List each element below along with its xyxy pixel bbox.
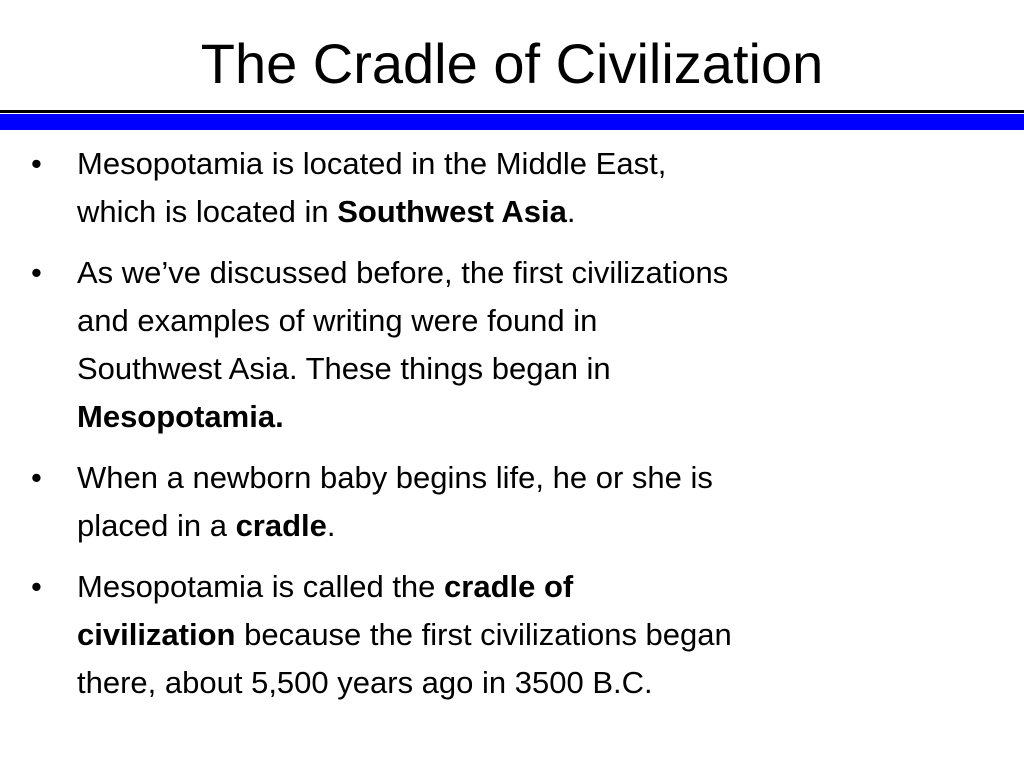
bullet-line: Southwest Asia. These things began in: [77, 351, 611, 386]
bullet-mark: •: [31, 255, 42, 290]
bullet-line: When a newborn baby begins life, he or she is: [77, 460, 713, 495]
bullet-line: Mesopotamia is located in the Middle East,: [77, 146, 667, 181]
bullet-item-cradle-analogy: [0, 454, 1024, 550]
slide-title: The Cradle of Civilization: [200, 32, 824, 95]
bullet-list: [0, 140, 1024, 707]
bullet-item-first-civilizations: [0, 249, 1024, 441]
title-divider: [0, 110, 1024, 130]
bold-term: Southwest Asia: [337, 194, 567, 229]
bullet-item-location: [0, 140, 1024, 236]
bold-term: cradle of: [444, 569, 574, 604]
bullet-mark: •: [31, 569, 42, 604]
bullet-line: placed in a cradle.: [77, 508, 336, 543]
bullet-line: civilization because the first civilizations began: [77, 617, 732, 652]
bullet-line: which is located in Southwest Asia.: [77, 194, 576, 229]
bullet-line: and examples of writing were found in: [77, 303, 598, 338]
bullet-line: there, about 5,500 years ago in 3500 B.C.: [77, 665, 653, 700]
bullet-item-cradle-of-civilization: [0, 563, 1024, 707]
bullet-line: Mesopotamia is called the cradle of: [77, 569, 574, 604]
bullet-mark: •: [31, 460, 42, 495]
title-divider-thin-line: [0, 110, 1024, 113]
bullet-line: [77, 393, 964, 441]
title-divider-blue-bar: [0, 114, 1024, 130]
bullet-mark: •: [31, 146, 42, 181]
bold-term: civilization: [77, 617, 236, 652]
bullet-line: As we’ve discussed before, the first civilizations: [77, 255, 729, 290]
bold-term: Mesopotamia.: [77, 399, 284, 434]
bold-term: cradle: [235, 508, 327, 543]
